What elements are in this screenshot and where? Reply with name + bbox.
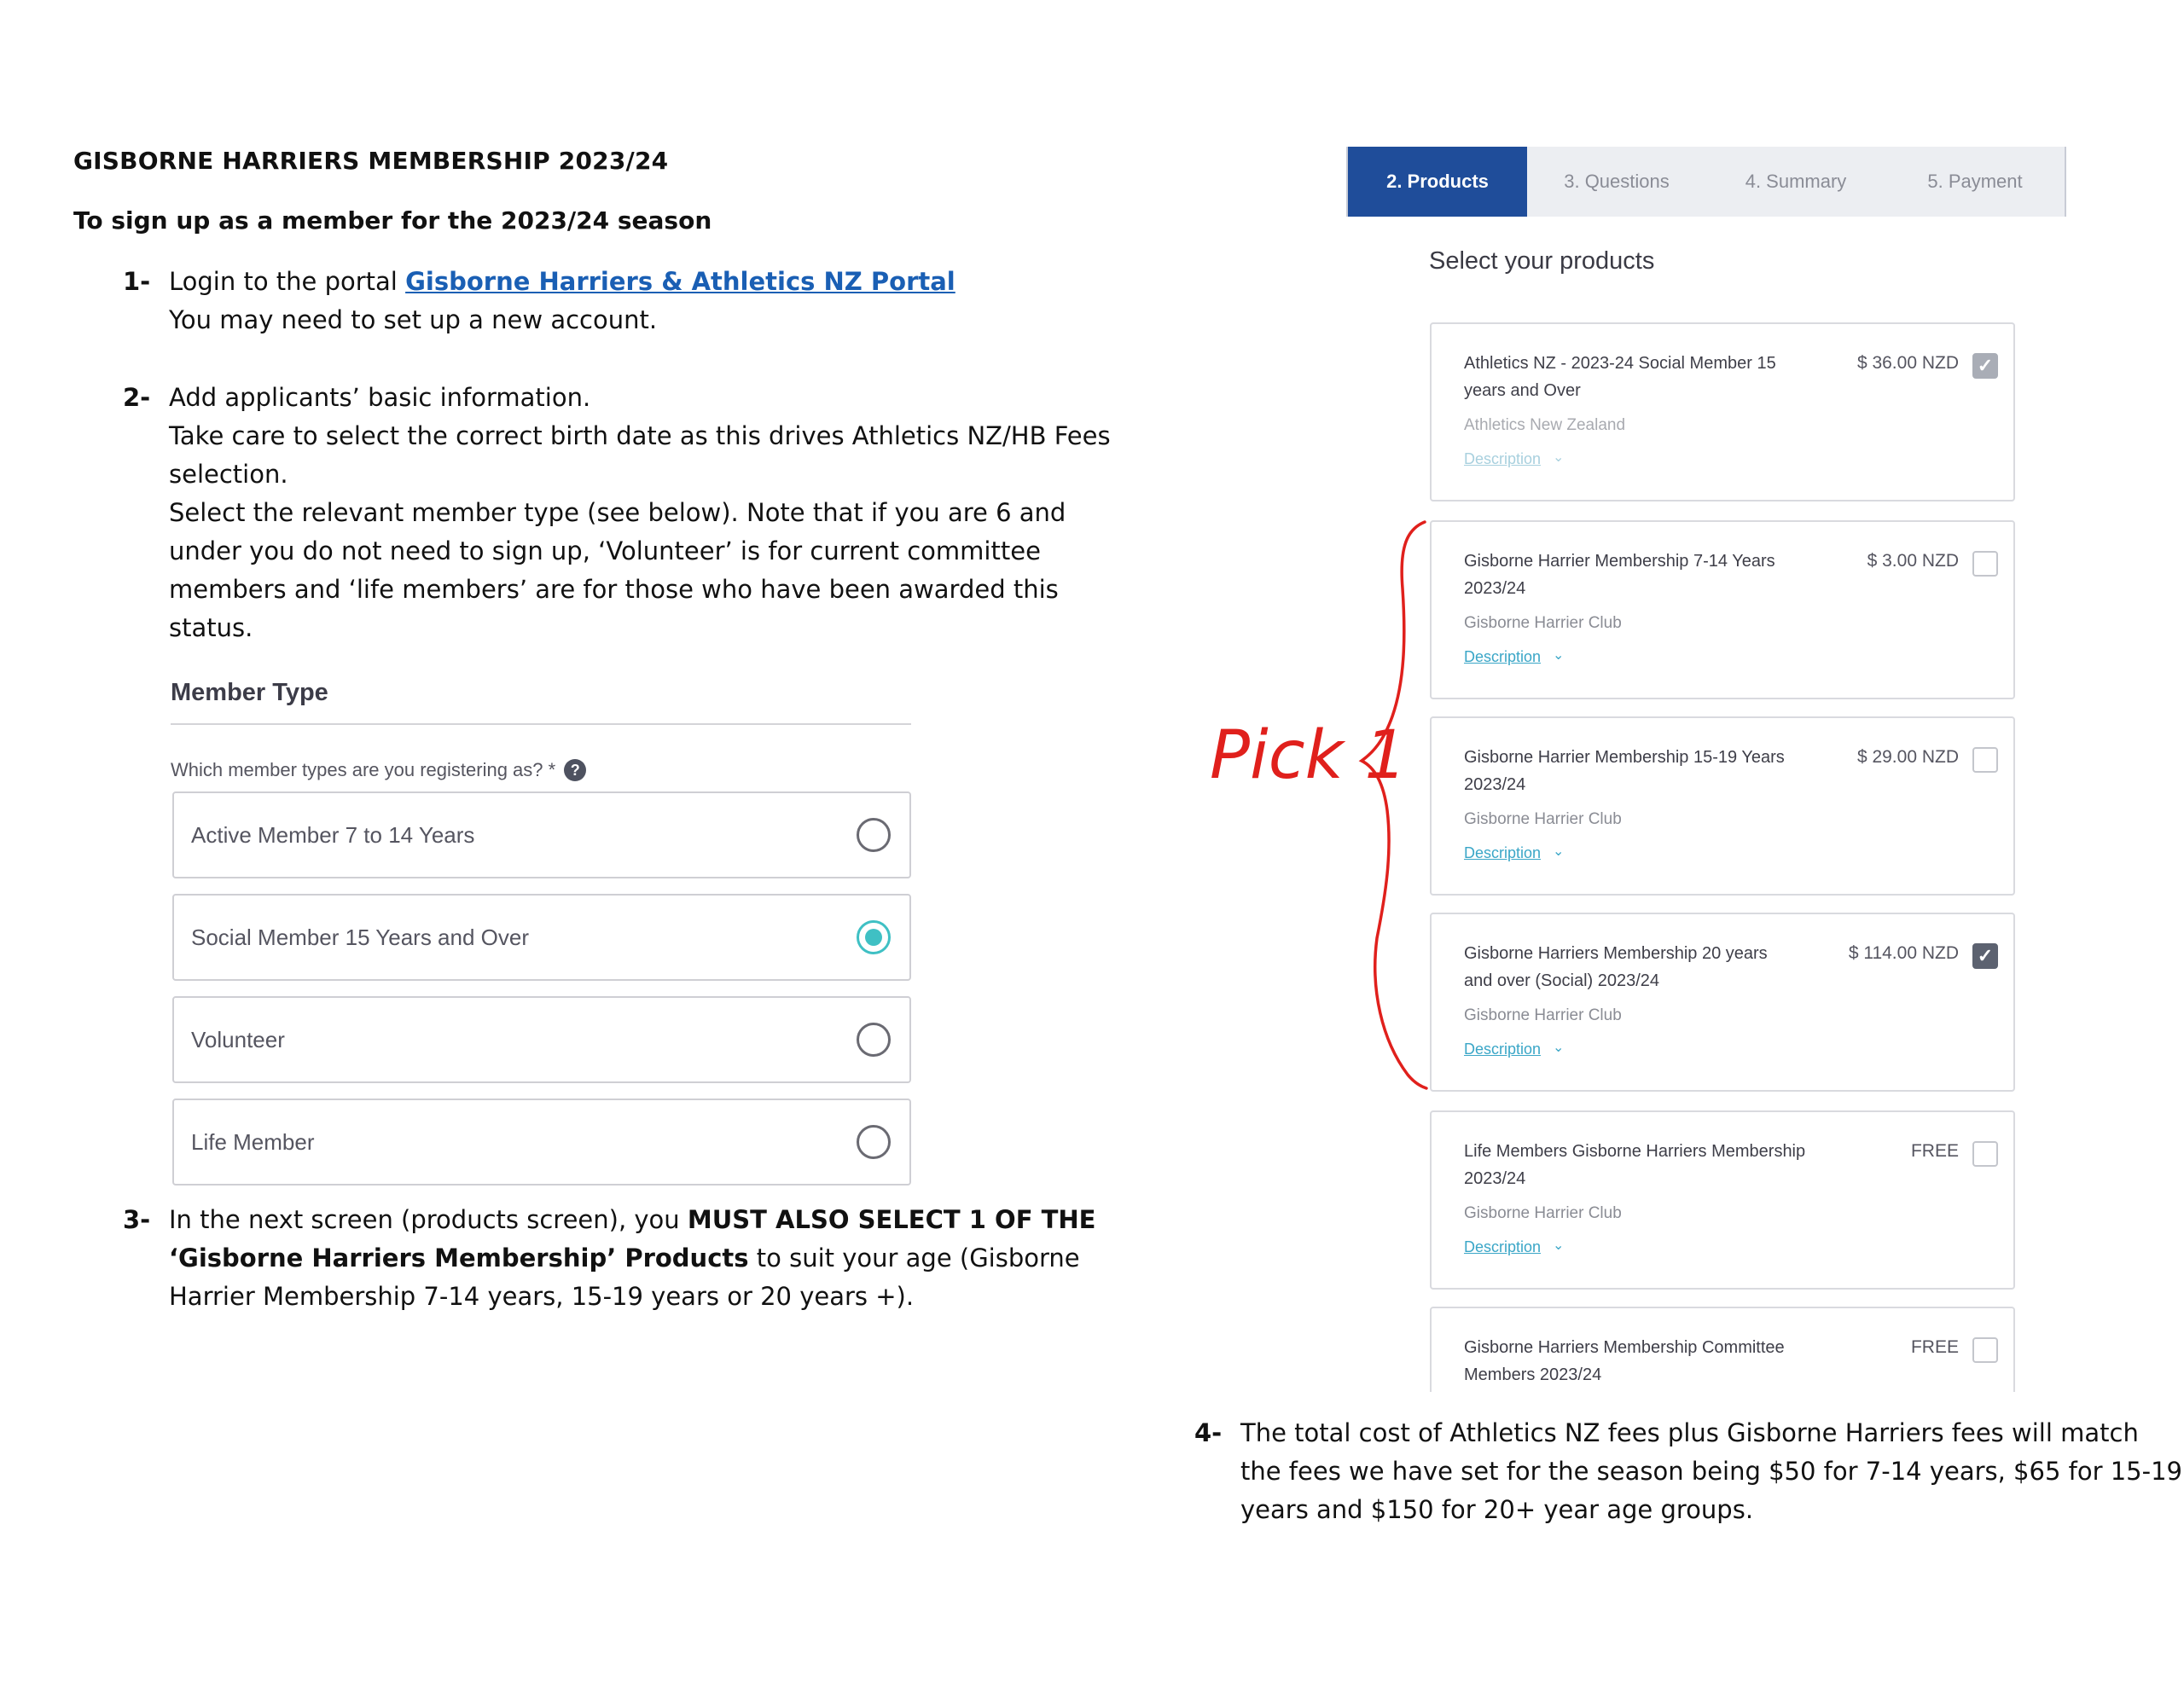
product-name: Gisborne Harriers Membership 20 years and over (Social) 2023/24 [1464,944,1768,990]
description-link[interactable]: Description [1464,844,1542,861]
product-checkbox[interactable] [1972,1141,1998,1167]
chevron-down-icon: ⌄ [1553,1238,1565,1253]
option-label: Social Member 15 Years and Over [191,924,529,950]
product-name: Athletics NZ - 2023-24 Social Member 15 years and Over [1464,354,1776,400]
step-line: the fees we have set for the season being $50 for 7-14 years, $65 for 15-19 [1240,1457,2182,1486]
product-checkbox[interactable] [1972,747,1998,773]
step-number: 1- [123,267,151,296]
product-name: Gisborne Harrier Membership 7-14 Years 2023/24 [1464,552,1775,598]
step-line: under you do not need to sign up, ‘Volunteer’ is for current committee [169,536,1041,565]
product-price: $ 36.00 NZD [1856,353,1959,373]
step-line: Harrier Membership 7-14 years, 15-19 years or 20 years +). [169,1282,915,1311]
product-card [1430,1110,2015,1290]
product-card [1430,913,2015,1092]
member-option-active[interactable] [172,791,911,878]
radio-button[interactable] [857,818,891,852]
description-link[interactable]: Description [1464,648,1542,665]
product-price: $ 3.00 NZD [1867,551,1959,571]
option-label: Active Member 7 to 14 Years [191,821,475,848]
product-name: Life Members Gisborne Harriers Membership 2023/24 [1464,1142,1806,1188]
step-line: years and $150 for 20+ year age groups. [1240,1495,1754,1524]
product-club: Athletics New Zealand [1464,416,1626,434]
question-circle-icon[interactable]: ? [564,759,586,781]
product-list [1416,316,2030,1392]
step-line: Take care to select the correct birth date as this drives Athletics NZ/HB Fees [169,421,1111,450]
radio-button-selected[interactable] [857,920,891,954]
radio-button[interactable] [857,1125,891,1159]
check-icon: ✓ [1977,945,1994,966]
chevron-down-icon: ⌄ [1553,1041,1565,1055]
document-subtitle: To sign up as a member for the 2023/24 season [73,206,712,235]
description-link[interactable]: Description [1464,1041,1542,1058]
product-card [1430,322,2015,501]
divider [171,723,911,725]
tabs-border [2065,147,2066,217]
product-name: Gisborne Harrier Membership 15-19 Years 2023/24 [1464,748,1785,794]
product-checkbox-checked[interactable] [1972,353,1998,379]
check-icon: ✓ [1977,355,1994,376]
product-price: FREE [1910,1141,1959,1161]
pick-one-text: Pick 1 [1210,717,1408,794]
portal-link[interactable]: Gisborne Harriers & Athletics NZ Portal [405,267,956,296]
pick-one-annotation [1194,512,1450,1100]
member-type-heading: Member Type [171,679,328,706]
member-option-life[interactable] [172,1099,911,1186]
chevron-down-icon: ⌄ [1553,844,1565,859]
product-club: Gisborne Harrier Club [1464,1006,1622,1024]
product-checkbox[interactable] [1972,551,1998,577]
step-line: Login to the portal Gisborne Harriers & Athletics NZ Portal [169,267,956,296]
product-checkbox[interactable] [1972,1337,1998,1363]
step-line: You may need to set up a new account. [169,305,658,334]
step-line: ‘Gisborne Harriers Membership’ Products to suit your age (Gisborne [169,1244,1080,1272]
question-label: Which member types are you registering as? * [171,759,556,780]
product-price: $ 114.00 NZD [1848,943,1959,963]
step-number: 2- [123,383,151,412]
product-card [1430,520,2015,699]
step-number: 3- [123,1205,151,1234]
tab-payment[interactable]: 5. Payment [1927,171,2023,192]
step-number: 4- [1194,1418,1223,1447]
product-price: $ 29.00 NZD [1856,747,1959,767]
tabs-border [1346,147,1348,217]
tab-products[interactable]: 2. Products [1348,147,1527,217]
tab-summary[interactable]: 4. Summary [1745,171,1847,192]
document-title: GISBORNE HARRIERS MEMBERSHIP 2023/24 [73,147,669,175]
product-club: Gisborne Harrier Club [1464,614,1622,632]
chevron-down-icon: ⌄ [1553,648,1565,663]
step-line: members and ‘life members’ are for those who have been awarded this [169,575,1059,604]
step-line: status. [169,613,253,642]
tab-questions[interactable]: 3. Questions [1564,171,1670,192]
step-line: selection. [169,460,288,489]
product-club: Gisborne Harrier Club [1464,810,1622,828]
option-label: Life Member [191,1128,315,1155]
product-price: FREE [1910,1337,1959,1357]
description-link[interactable]: Description [1464,450,1542,467]
checkout-tabs [1348,147,2065,217]
product-club: Gisborne Harrier Club [1464,1204,1622,1222]
product-checkbox-checked[interactable] [1972,943,1998,969]
step-line: Add applicants’ basic information. [169,383,591,412]
member-option-volunteer[interactable] [172,996,911,1083]
step-line: The total cost of Athletics NZ fees plus Gisborne Harriers fees will match [1240,1418,2139,1447]
step-line: In the next screen (products screen), you MUST ALSO SELECT 1 OF THE [169,1205,1096,1234]
description-link[interactable]: Description [1464,1238,1542,1255]
chevron-down-icon: ⌄ [1553,450,1565,465]
step-line: Select the relevant member type (see below). Note that if you are 6 and [169,498,1066,527]
product-name: Gisborne Harriers Membership Committee Members 2023/24 [1464,1338,1785,1384]
member-type-question [171,759,586,781]
product-card [1430,1307,2015,1392]
radio-button[interactable] [857,1023,891,1057]
member-option-social[interactable] [172,894,911,981]
products-heading: Select your products [1429,247,1655,275]
option-label: Volunteer [191,1026,285,1052]
product-card [1430,716,2015,896]
